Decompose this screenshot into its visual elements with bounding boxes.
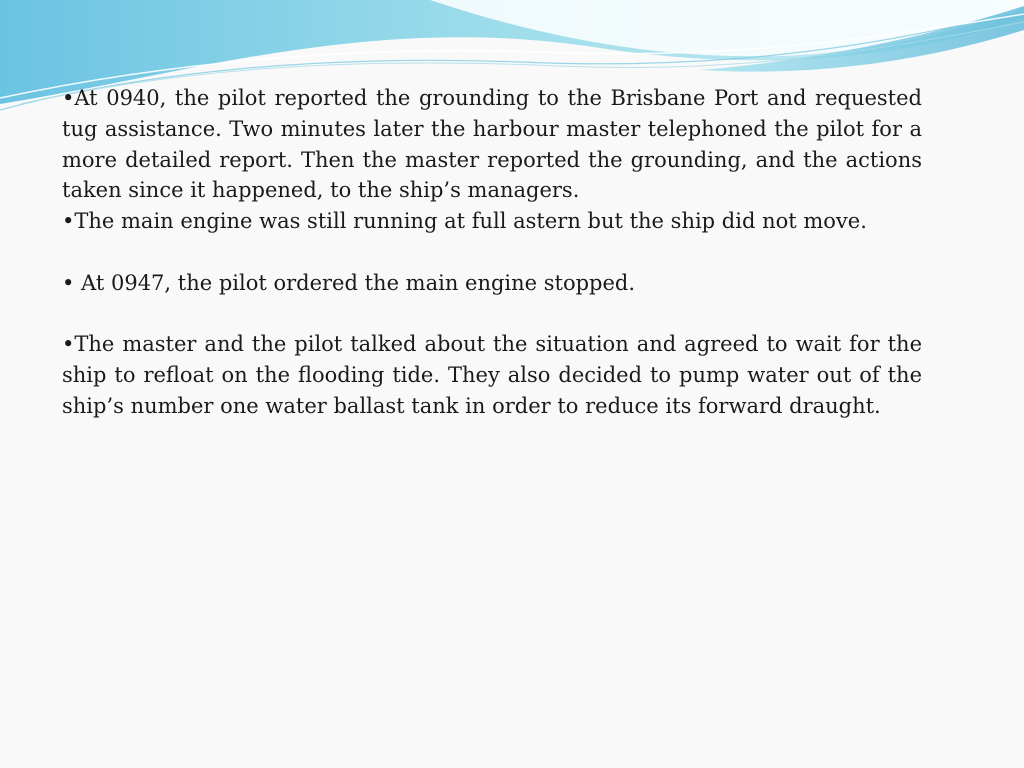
- bullet-paragraph-3: • At 0947, the pilot ordered the main engine stopped.: [62, 270, 636, 295]
- bullet-paragraph-4: •The master and the pilot talked about the situation and agreed to wait for the ship to refloat on the flooding tide. They also decided to pump water out of the ship’s number one water ballast tank in order to reduce its forward draught.: [62, 332, 922, 418]
- bullet-paragraph-1: •At 0940, the pilot reported the grounding to the Brisbane Port and requested tug assistance. Two minutes later the harbour master telephoned the pilot for a more detailed report. Then the master reported the grounding, and the actions taken since it happened, to the ship’s managers.: [62, 86, 922, 203]
- paragraph-spacer: [62, 299, 922, 330]
- slide-body-text: [62, 83, 922, 422]
- bullet-paragraph-2: •The main engine was still running at full astern but the ship did not move.: [62, 209, 867, 234]
- paragraph-spacer: [62, 237, 922, 268]
